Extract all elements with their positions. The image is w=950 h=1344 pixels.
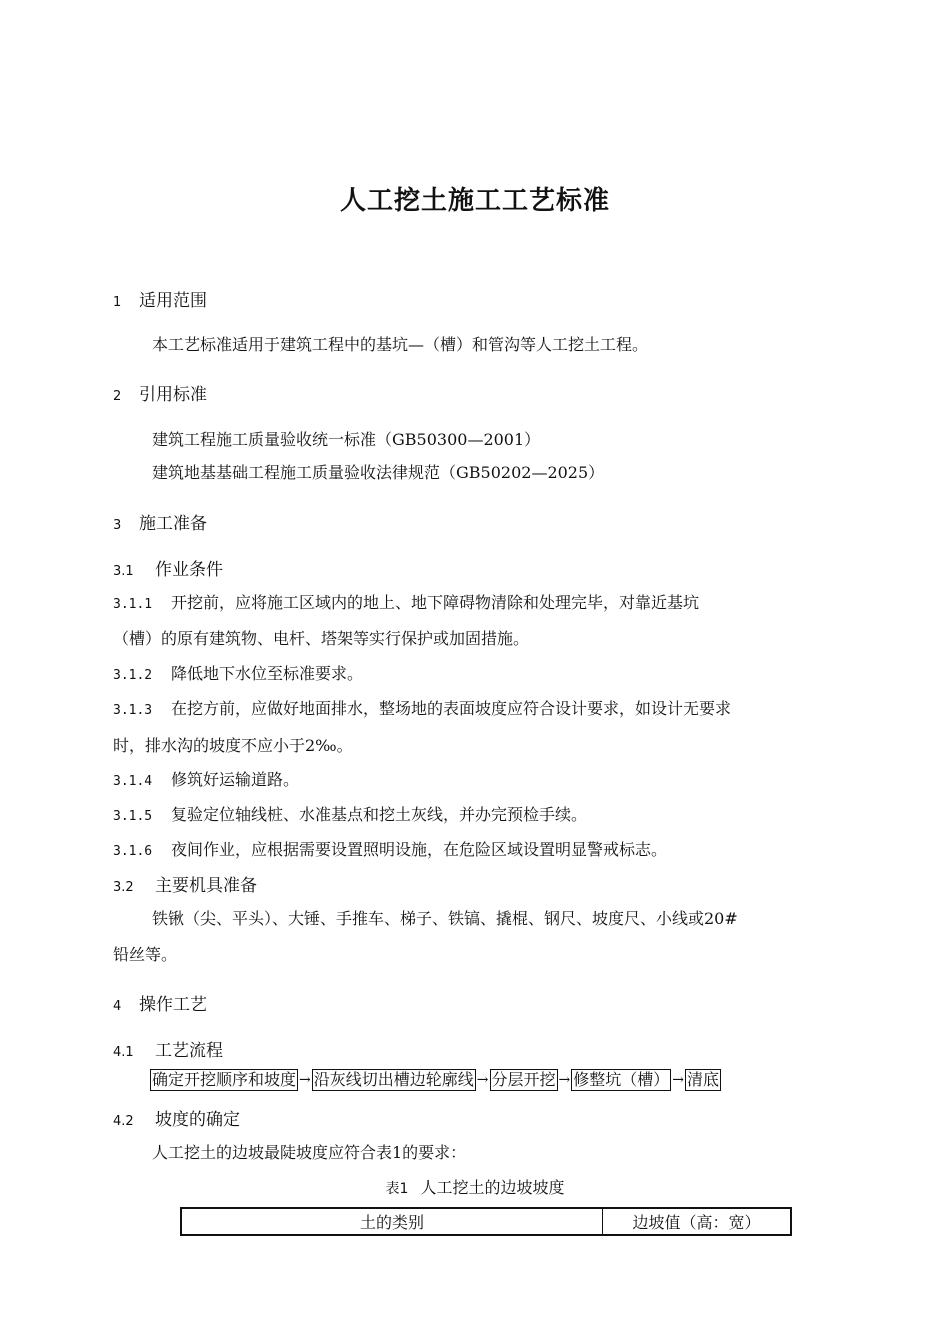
slope-table: [180, 1207, 792, 1236]
section-1-heading: [113, 286, 207, 311]
clause-3-1-4: [113, 767, 299, 790]
subsection-title: 坡度的确定: [155, 1110, 240, 1130]
table-title: 人工挖土的边坡坡度: [420, 1178, 565, 1197]
flow-step: 沿灰线切出槽边轮廓线: [313, 1070, 474, 1089]
arrow-right-icon: →: [558, 1072, 571, 1088]
clause-number: 3.1.5: [113, 809, 153, 824]
section-title: 施工准备: [139, 514, 207, 534]
clause-number: 3.1.6: [113, 844, 153, 859]
section-title: 引用标准: [139, 385, 207, 405]
section-4-heading: [113, 990, 207, 1015]
page-title: 人工挖土施工工艺标准: [339, 186, 610, 216]
clause-number: 3.1.2: [113, 668, 153, 683]
section-number: 4: [113, 999, 122, 1014]
process-flow: [150, 1069, 721, 1091]
arrow-right-icon: →: [299, 1072, 311, 1088]
table-header-cell: 边坡值（高：宽）: [603, 1208, 792, 1235]
subsection-3-2-heading: [113, 871, 257, 896]
arrow-right-icon: →: [476, 1072, 489, 1088]
table-header-cell: 土的类别: [181, 1208, 603, 1235]
section-number: 3: [113, 518, 122, 533]
clause-text: 开挖前，应将施工区域内的地上、地下障碍物清除和处理完毕，对靠近基坑: [171, 593, 700, 612]
slope-text: 人工挖土的边坡最陡坡度应符合表1的要求：: [152, 1143, 467, 1162]
subsection-number: 3.1: [113, 564, 134, 579]
clause-text: 在挖方前，应做好地面排水，整场地的表面坡度应符合设计要求，如设计无要求: [171, 699, 732, 718]
section-3-heading: [113, 509, 207, 534]
table-number: 表1: [385, 1181, 409, 1197]
flow-step: 清底: [687, 1070, 720, 1089]
clause-3-1-3: [113, 696, 731, 719]
tools-continuation: 铅丝等。: [113, 945, 178, 964]
clause-number: 3.1.3: [113, 703, 153, 718]
table-header-row: [181, 1208, 791, 1235]
section-number: 1: [113, 295, 122, 310]
clause-text: 复验定位轴线桩、水准基点和挖土灰线，并办完预检手续。: [171, 805, 588, 824]
reference-item: 建筑工程施工质量验收统一标准（GB50300—2001）: [152, 430, 541, 449]
clause-text: 降低地下水位至标准要求。: [171, 664, 364, 683]
clause-text: 修筑好运输道路。: [171, 770, 300, 789]
flow-step: 确定开挖顺序和坡度: [152, 1070, 297, 1089]
clause-number: 3.1.1: [113, 597, 153, 612]
clause-text: 夜间作业，应根据需要设置照明设施，在危险区域设置明显警戒标志。: [171, 840, 668, 859]
subsection-title: 主要机具准备: [155, 876, 257, 896]
subsection-title: 作业条件: [155, 560, 223, 580]
flow-step: 分层开挖: [491, 1070, 556, 1089]
subsection-number: 4.2: [113, 1114, 134, 1129]
subsection-3-1-heading: [113, 555, 223, 580]
section-title: 适用范围: [139, 291, 207, 311]
clause-3-1-6: [113, 837, 667, 860]
section-title: 操作工艺: [139, 995, 207, 1015]
subsection-number: 3.2: [113, 880, 134, 895]
section-2-heading: [113, 380, 207, 405]
clause-3-1-1: [113, 590, 699, 613]
section-number: 2: [113, 389, 122, 404]
subsection-4-2-heading: [113, 1105, 240, 1130]
clause-continuation: 时，排水沟的坡度不应小于2‰。: [113, 736, 353, 755]
subsection-4-1-heading: [113, 1036, 223, 1061]
tools-text: 铁锹（尖、平头）、大锤、手推车、梯子、铁镐、撬棍、钢尺、坡度尺、小线或20#: [152, 909, 738, 928]
flow-step: 修整坑（槽）: [573, 1070, 670, 1089]
arrow-right-icon: →: [672, 1072, 684, 1088]
clause-number: 3.1.4: [113, 774, 153, 789]
subsection-number: 4.1: [113, 1045, 134, 1060]
clause-3-1-5: [113, 802, 587, 825]
clause-continuation: （槽）的原有建筑物、电杆、塔架等实行保护或加固措施。: [113, 629, 530, 648]
clause-3-1-2: [113, 661, 363, 684]
table-caption: [0, 1175, 950, 1198]
reference-item: 建筑地基基础工程施工质量验收法律规范（GB50202—2025）: [152, 463, 605, 482]
subsection-title: 工艺流程: [155, 1041, 223, 1061]
section-1-text: 本工艺标准适用于建筑工程中的基坑—（槽）和管沟等人工挖土工程。: [152, 335, 649, 354]
